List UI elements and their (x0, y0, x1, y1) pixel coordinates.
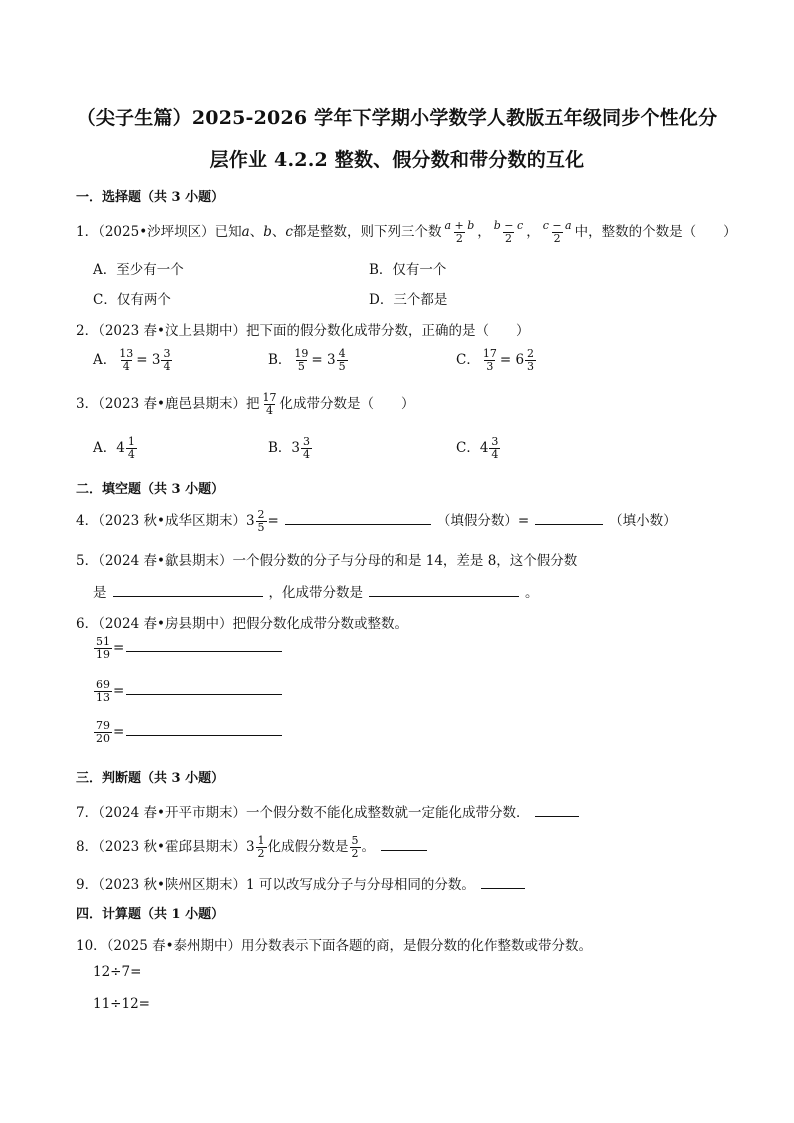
frac-num: 51 (96, 635, 110, 648)
q6-item-3 (93, 720, 288, 745)
fraction-b-minus-c (492, 220, 525, 245)
answer-blank[interactable] (126, 693, 282, 695)
answer-blank-judge[interactable] (481, 887, 525, 889)
result-fraction (350, 835, 361, 860)
q5-text-c: 。 (525, 585, 539, 601)
section-judge-heading: 三．判断题（共 3 小题） (76, 771, 225, 786)
equals-whole: = 3 (311, 352, 336, 368)
frac-num: 2 (257, 508, 265, 521)
frac-num: 1 (257, 834, 265, 847)
frac-num: 17 (262, 391, 277, 404)
mixed-fraction-part (256, 835, 267, 860)
option-label: C． (456, 352, 480, 368)
var-c: c (285, 224, 293, 240)
frac-den: 5 (297, 360, 305, 373)
mixed-fraction-part (337, 348, 348, 373)
frac-num: 3 (491, 435, 499, 448)
frac-num: 1 (127, 435, 135, 448)
q10-expression-2[interactable]: 11÷12= (93, 996, 150, 1012)
frac-den: 2 (504, 232, 512, 245)
q4-prefix: 4．（2023 秋•成华区期末）3 (76, 513, 255, 529)
frac-num: 17 (482, 347, 497, 360)
frac-den: 4 (163, 360, 171, 373)
question-5-line2 (76, 581, 539, 601)
equals-sign: = (113, 640, 125, 656)
frac-den: 4 (122, 360, 130, 373)
improper-fraction (292, 348, 310, 373)
frac-num: b − c (493, 219, 524, 232)
equals-whole: = 3 (136, 352, 161, 368)
equals-sign: = (113, 724, 125, 740)
frac-den: 3 (527, 360, 535, 373)
option-label: B． (268, 352, 292, 368)
frac-den: 13 (96, 691, 110, 704)
q10-expression-1[interactable]: 12÷7= (93, 964, 142, 980)
option-label: B．3 (268, 440, 301, 456)
q7-text: 7．（2024 春•开平市期末）一个假分数不能化成整数就一定能化成带分数． (76, 805, 530, 821)
equals-sign: = (267, 513, 279, 529)
fraction-c-minus-a (541, 220, 574, 245)
frac-den: 2 (455, 232, 463, 245)
q3-option-a[interactable] (93, 436, 138, 461)
answer-blank[interactable] (126, 650, 282, 652)
doc-title-line1: （尖子生篇）2025-2026 学年下学期小学数学人教版五年级同步个性化分 (76, 107, 718, 129)
q1-suffix: 中，整数的个数是（ ） (574, 224, 737, 240)
q3-option-c[interactable] (456, 436, 501, 461)
frac-num: 4 (338, 347, 346, 360)
frac-den: 5 (257, 521, 265, 534)
section-calc-heading: 四．计算题（共 1 小题） (76, 907, 225, 922)
q8-suffix: 。 (361, 839, 376, 855)
answer-blank-mixed[interactable] (369, 595, 519, 597)
frac-den: 4 (127, 448, 135, 461)
frac-den: 2 (351, 847, 359, 860)
q1-comma: ， (477, 224, 491, 240)
improper-fraction (94, 636, 112, 661)
frac-den: 5 (338, 360, 346, 373)
question-7 (76, 801, 585, 821)
question-4 (76, 509, 677, 534)
improper-fraction (117, 348, 135, 373)
question-9 (76, 873, 531, 893)
answer-blank-improper[interactable] (113, 595, 263, 597)
section-choice-heading: 一．选择题（共 3 小题） (76, 190, 225, 205)
q1-sep: 、 (249, 224, 264, 240)
answer-blank-decimal[interactable] (535, 523, 603, 525)
q1-sep: 、 (271, 224, 286, 240)
q3-option-b[interactable] (268, 436, 313, 461)
question-2: 2．（2023 春•汶上县期中）把下面的假分数化成带分数，正确的是（ ） (76, 323, 530, 339)
equals-whole: = 6 (499, 352, 525, 368)
question-6: 6．（2024 春•房县期中）把假分数化成带分数或整数。 (76, 616, 408, 632)
q6-item-2 (93, 679, 288, 704)
q5-text-b: ，化成带分数是 (268, 585, 363, 601)
q5-text-a: 是 (93, 585, 107, 601)
mixed-fraction-part (301, 436, 312, 461)
answer-blank[interactable] (126, 734, 282, 736)
frac-den: 4 (303, 448, 311, 461)
q2-option-c[interactable] (456, 348, 537, 373)
q1-option-a[interactable]: A．至少有一个 (93, 262, 184, 278)
option-label: A． (93, 352, 117, 368)
frac-den: 4 (265, 404, 273, 417)
improper-fraction (94, 720, 112, 745)
option-label: A．4 (93, 440, 125, 456)
frac-num: 19 (294, 347, 309, 360)
frac-num: 3 (163, 347, 171, 360)
answer-blank-judge[interactable] (381, 849, 427, 851)
q6-item-1 (93, 636, 288, 661)
frac-den: 2 (553, 232, 561, 245)
q3-suffix: 化成带分数是（ ） (279, 396, 415, 412)
q1-option-c[interactable]: C．仅有两个 (93, 292, 171, 308)
q4-mid: （填假分数）= (436, 513, 530, 529)
frac-num: 2 (527, 347, 535, 360)
q8-prefix: 8．（2023 秋•霍邱县期末）3 (76, 839, 255, 855)
q1-comma: ， (526, 224, 540, 240)
frac-den: 4 (491, 448, 499, 461)
doc-title-line2: 层作业 4.2.2 整数、假分数和带分数的互化 (209, 149, 585, 171)
q4-suffix: （填小数） (609, 513, 677, 529)
var-a: a (241, 224, 250, 240)
frac-den: 2 (257, 847, 265, 860)
equals-sign: = (113, 683, 125, 699)
frac-den: 20 (96, 732, 110, 745)
q1-option-d[interactable]: D．三个都是 (369, 292, 448, 308)
mixed-fraction-part (489, 436, 500, 461)
frac-num: 13 (119, 347, 134, 360)
q8-mid: 化成假分数是 (267, 839, 349, 855)
mixed-fraction-part (256, 509, 267, 534)
question-3 (76, 392, 414, 417)
answer-blank-judge[interactable] (535, 815, 579, 817)
var-b: b (263, 224, 272, 240)
mixed-fraction-part (525, 348, 536, 373)
improper-fraction (260, 392, 278, 417)
frac-num: c − a (542, 219, 572, 232)
q3-prefix: 3．（2023 春•鹿邑县期末）把 (76, 396, 260, 412)
question-8 (76, 835, 433, 860)
fraction-a-plus-b (442, 220, 476, 245)
frac-den: 3 (486, 360, 494, 373)
frac-num: 79 (96, 719, 110, 732)
frac-num: 3 (303, 435, 311, 448)
q2-option-b[interactable] (268, 348, 349, 373)
section-fill-heading: 二．填空题（共 3 小题） (76, 482, 225, 497)
q1-option-b[interactable]: B．仅有一个 (369, 262, 447, 278)
option-label: C．4 (456, 440, 489, 456)
mixed-fraction-part (126, 436, 137, 461)
frac-den: 19 (96, 648, 110, 661)
answer-blank-improper[interactable] (285, 523, 431, 525)
improper-fraction (481, 348, 499, 373)
mixed-fraction-part (161, 348, 172, 373)
question-5-line1: 5．（2024 春•歙县期末）一个假分数的分子与分母的和是 14，差是 8，这个假分数 (76, 553, 578, 569)
q2-option-a[interactable] (93, 348, 173, 373)
q1-mid: 都是整数，则下列三个数 (292, 224, 442, 240)
q9-text: 9．（2023 秋•陕州区期末）1 可以改写成分子与分母相同的分数。 (76, 877, 475, 893)
q1-prefix: 1．（2025•沙坪坝区）已知 (76, 224, 242, 240)
frac-num: 69 (96, 678, 110, 691)
frac-num: 5 (351, 834, 359, 847)
question-10: 10．（2025 春•泰州期中）用分数表示下面各题的商，是假分数的化作整数或带分数。 (76, 938, 593, 954)
frac-num: a + b (444, 219, 475, 232)
improper-fraction (94, 679, 112, 704)
question-1 (76, 220, 737, 245)
